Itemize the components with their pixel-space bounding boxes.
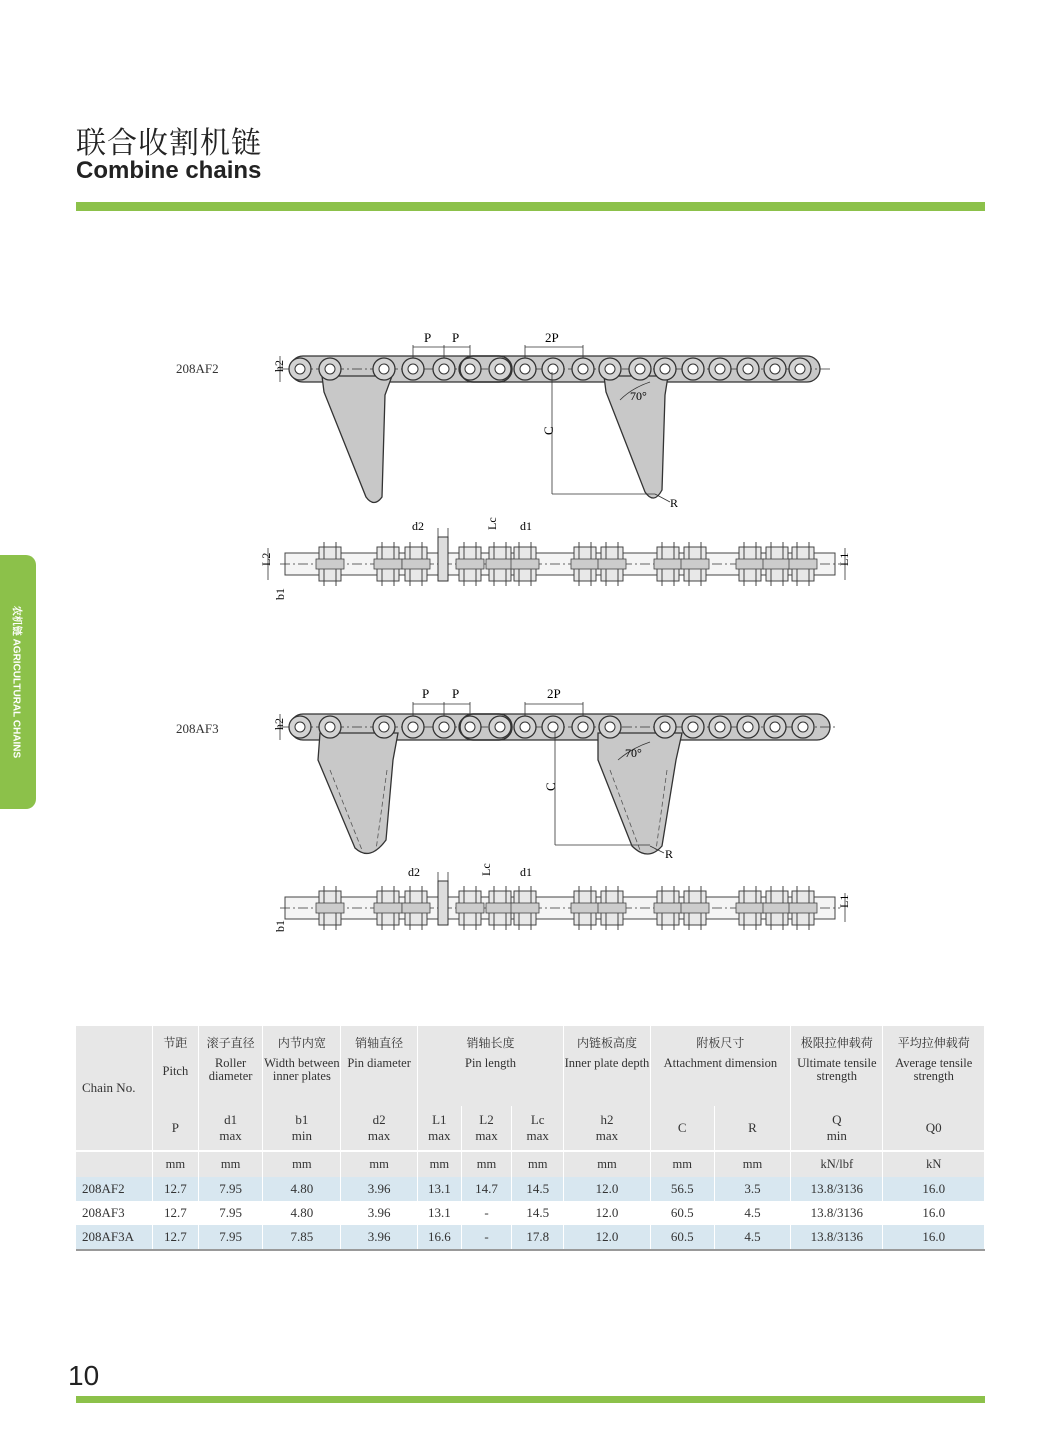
table-cell: mm	[650, 1151, 714, 1177]
table-cell: 13.1	[417, 1177, 461, 1201]
table-cell: 7.95	[198, 1177, 262, 1201]
table-cell: mm	[564, 1151, 650, 1177]
header-pin-length: 销轴长度 Pin length	[417, 1026, 564, 1106]
table-cell: 208AF3	[76, 1201, 152, 1225]
side-view-208af2	[259, 517, 851, 600]
table-row	[76, 1225, 985, 1250]
svg-text:P: P	[452, 330, 460, 345]
svg-text:P: P	[452, 686, 460, 701]
table-cell: 56.5	[650, 1177, 714, 1201]
table-cell: 12.7	[152, 1201, 198, 1225]
svg-text:d2: d2	[408, 865, 420, 879]
sym-q: Q min	[791, 1106, 883, 1151]
sym-h2: h2 max	[564, 1106, 650, 1151]
table-cell: 60.5	[650, 1225, 714, 1250]
table-cell: 16.0	[883, 1201, 985, 1225]
table-cell: -	[461, 1225, 511, 1250]
svg-text:h2: h2	[272, 360, 286, 372]
page-number: 10	[68, 1360, 100, 1391]
svg-text:C: C	[541, 426, 556, 435]
table-cell: 14.5	[512, 1201, 564, 1225]
svg-text:d1: d1	[520, 519, 532, 533]
svg-text:d2: d2	[412, 519, 424, 533]
attachment-plate-1	[322, 376, 392, 503]
diagram-1-model-label: 208AF2	[176, 361, 219, 376]
table-cell: kN	[883, 1151, 985, 1177]
table-cell: 16.0	[883, 1177, 985, 1201]
sym-l1: L1 max	[417, 1106, 461, 1151]
diagram-208af2	[176, 330, 851, 600]
svg-text:L2: L2	[259, 552, 273, 566]
table-cell: 208AF3A	[76, 1225, 152, 1250]
table-cell: mm	[263, 1151, 341, 1177]
table-cell: 3.96	[341, 1177, 417, 1201]
header-chain-no: Chain No.	[76, 1026, 152, 1151]
table-cell: 3.96	[341, 1225, 417, 1250]
svg-text:C: C	[543, 782, 558, 791]
sym-d2: d2 max	[341, 1106, 417, 1151]
table-cell: 12.7	[152, 1225, 198, 1250]
table-row	[76, 1177, 985, 1201]
header-pin-diameter: 销轴直径 Pin diameter	[341, 1026, 417, 1106]
svg-text:P: P	[424, 330, 432, 345]
table-cell: 7.95	[198, 1225, 262, 1250]
table-cell: mm	[417, 1151, 461, 1177]
table-cell: 12.7	[152, 1177, 198, 1201]
table-cell	[76, 1151, 152, 1177]
table-cell: mm	[152, 1151, 198, 1177]
table-cell: 12.0	[564, 1201, 650, 1225]
sym-b1: b1 min	[263, 1106, 341, 1151]
side-tab-label: 农机链 AGRICULTURAL CHAINS	[10, 605, 22, 759]
table-cell: 16.0	[883, 1225, 985, 1250]
header-average-tensile: 平均拉伸载荷 Average tensile strength	[883, 1026, 985, 1106]
table-cell: mm	[461, 1151, 511, 1177]
svg-text:L1: L1	[837, 894, 851, 908]
svg-text:L1: L1	[837, 552, 851, 566]
table-cell: 4.80	[263, 1177, 341, 1201]
svg-text:70°: 70°	[630, 389, 647, 403]
table-cell: 4.5	[714, 1225, 790, 1250]
table-cell: 14.5	[512, 1177, 564, 1201]
table-cell: 3.96	[341, 1201, 417, 1225]
table-cell: -	[461, 1201, 511, 1225]
svg-text:Lc: Lc	[479, 863, 493, 876]
sym-p: P	[152, 1106, 198, 1151]
svg-text:h2: h2	[272, 718, 286, 730]
table-cell: 13.8/3136	[791, 1225, 883, 1250]
table-cell: kN/lbf	[791, 1151, 883, 1177]
svg-text:b1: b1	[273, 588, 287, 600]
table-cell: 13.8/3136	[791, 1177, 883, 1201]
header-inner-plate-depth: 内链板高度 Inner plate depth	[564, 1026, 650, 1106]
diagram-2-model-label: 208AF3	[176, 721, 219, 736]
table-cell: 4.80	[263, 1201, 341, 1225]
units-row	[76, 1151, 985, 1177]
diagram-208af3	[176, 686, 851, 932]
side-view-208af3	[273, 863, 851, 932]
table-cell: mm	[714, 1151, 790, 1177]
header-width-between-inner-plates: 内节内宽 Width between inner plates	[263, 1026, 341, 1106]
table-cell: 17.8	[512, 1225, 564, 1250]
table-cell: mm	[198, 1151, 262, 1177]
table-row	[76, 1201, 985, 1225]
table-cell: mm	[341, 1151, 417, 1177]
table-cell: 13.8/3136	[791, 1201, 883, 1225]
sym-r: R	[714, 1106, 790, 1151]
table-cell: 12.0	[564, 1225, 650, 1250]
svg-text:b1: b1	[273, 920, 287, 932]
sym-c: C	[650, 1106, 714, 1151]
header-ultimate-tensile: 极限拉伸载荷 Ultimate tensile strength	[791, 1026, 883, 1106]
bottom-divider	[76, 1396, 985, 1403]
header-attachment-dimension: 附板尺寸 Attachment dimension	[650, 1026, 791, 1106]
attachment-plate-1	[318, 733, 398, 853]
table-cell: 13.1	[417, 1201, 461, 1225]
svg-text:d1: d1	[520, 865, 532, 879]
table-cell: 12.0	[564, 1177, 650, 1201]
table-cell: 3.5	[714, 1177, 790, 1201]
header-roller-diameter: 滚子直径 Roller diameter	[198, 1026, 262, 1106]
sym-d1: d1 max	[198, 1106, 262, 1151]
svg-text:P: P	[422, 686, 430, 701]
table-cell: 60.5	[650, 1201, 714, 1225]
svg-text:2P: 2P	[545, 330, 559, 345]
svg-text:R: R	[670, 496, 679, 510]
page-title-en: Combine chains	[76, 157, 262, 184]
page-title-cn: 联合收割机链	[76, 126, 262, 161]
table-cell: 7.95	[198, 1201, 262, 1225]
table-cell: mm	[512, 1151, 564, 1177]
table-cell: 208AF2	[76, 1177, 152, 1201]
svg-text:Lc: Lc	[485, 517, 499, 530]
header-pitch: 节距 Pitch	[152, 1026, 198, 1106]
sym-l2: L2 max	[461, 1106, 511, 1151]
sym-lc: Lc max	[512, 1106, 564, 1151]
sym-q0: Q0	[883, 1106, 985, 1151]
svg-text:2P: 2P	[547, 686, 561, 701]
table-cell: 4.5	[714, 1201, 790, 1225]
svg-text:R: R	[665, 847, 674, 861]
spec-table	[76, 1026, 985, 1251]
table-cell: 14.7	[461, 1177, 511, 1201]
table-cell: 7.85	[263, 1225, 341, 1250]
table-cell: 16.6	[417, 1225, 461, 1250]
svg-text:70°: 70°	[625, 746, 642, 760]
